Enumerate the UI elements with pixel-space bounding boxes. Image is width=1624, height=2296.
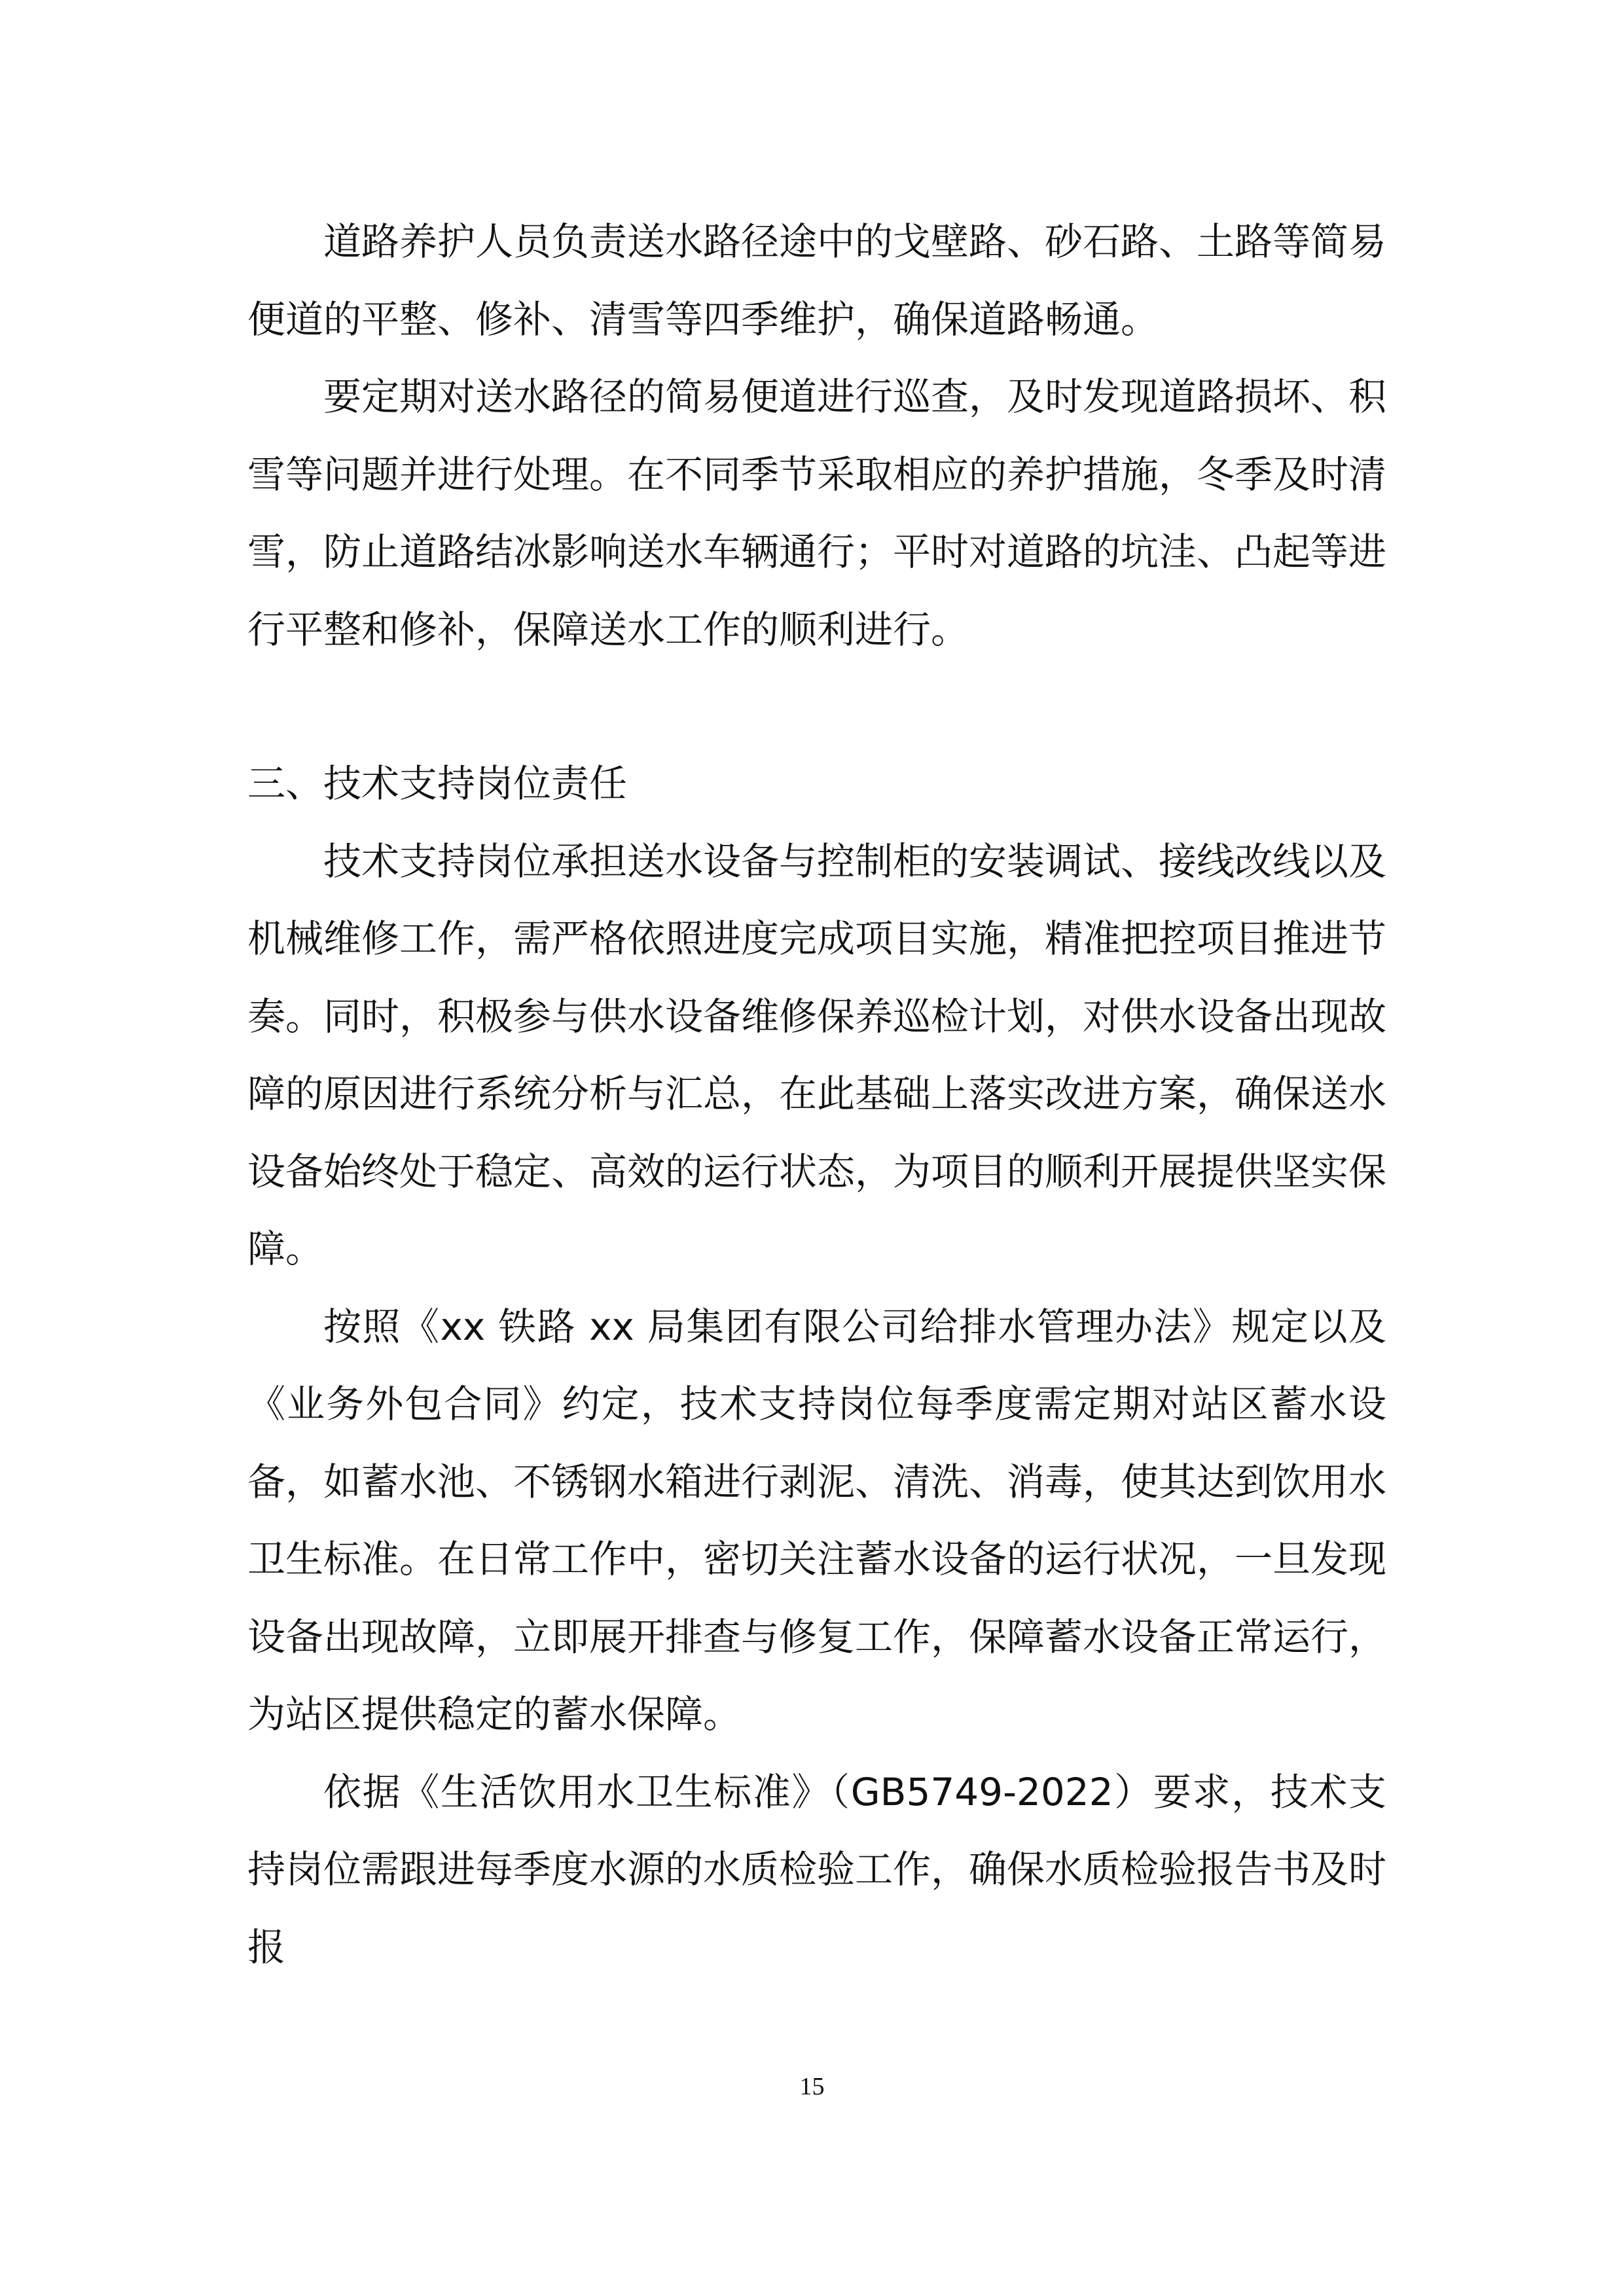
page-number: 15 [799,2073,825,2100]
section-technical-support [247,745,1386,1986]
paragraph-water-quality: 依据《生活饮用水卫生标准》（GB5749-2022）要求，技术支持岗位需跟进每季度水源的水质检验工作，确保水质检验报告书及时报 [247,1769,1387,1969]
paragraph-equipment-installation: 技术支持岗位承担送水设备与控制柜的安装调试、接线改线以及机械维修工作，需严格依照进度完成项目实施，精准把控项目推进节奏。同时，积极参与供水设备维修保养巡检计划，对供水设备出现故障的原因进行系统分析与汇总，在此基础上落实改进方案，确保送水设备始终处于稳定、高效的运行状态，为项目的顺利开展提供坚实保障。 [247,838,1387,1271]
body-text-top [247,203,1386,668]
paragraph-road-inspection: 要定期对送水路径的简易便道进行巡查，及时发现道路损坏、积雪等问题并进行处理。在不同季节采取相应的养护措施，冬季及时清雪，防止道路结冰影响送水车辆通行；平时对道路的坑洼、凸起等进行平整和修补，保障送水工作的顺利进行。 [247,374,1387,652]
section-heading: 三、技术支持岗位责任 [247,761,628,806]
paragraph-storage-cleaning: 按照《xx 铁路 xx 局集团有限公司给排水管理办法》规定以及《业务外包合同》约定，技术支持岗位每季度需定期对站区蓄水设备，如蓄水池、不锈钢水箱进行剥泥、清洗、消毒，使其达到饮用水卫生标准。在日常工作中，密切关注蓄水设备的运行状况，一旦发现设备出现故障，立即展开排查与修复工作，保障蓄水设备正常运行，为站区提供稳定的蓄水保障。 [247,1304,1387,1736]
paragraph-road-maintenance: 道路养护人员负责送水路径途中的戈壁路、砂石路、土路等简易便道的平整、修补、清雪等四季维护，确保道路畅通。 [247,219,1387,342]
